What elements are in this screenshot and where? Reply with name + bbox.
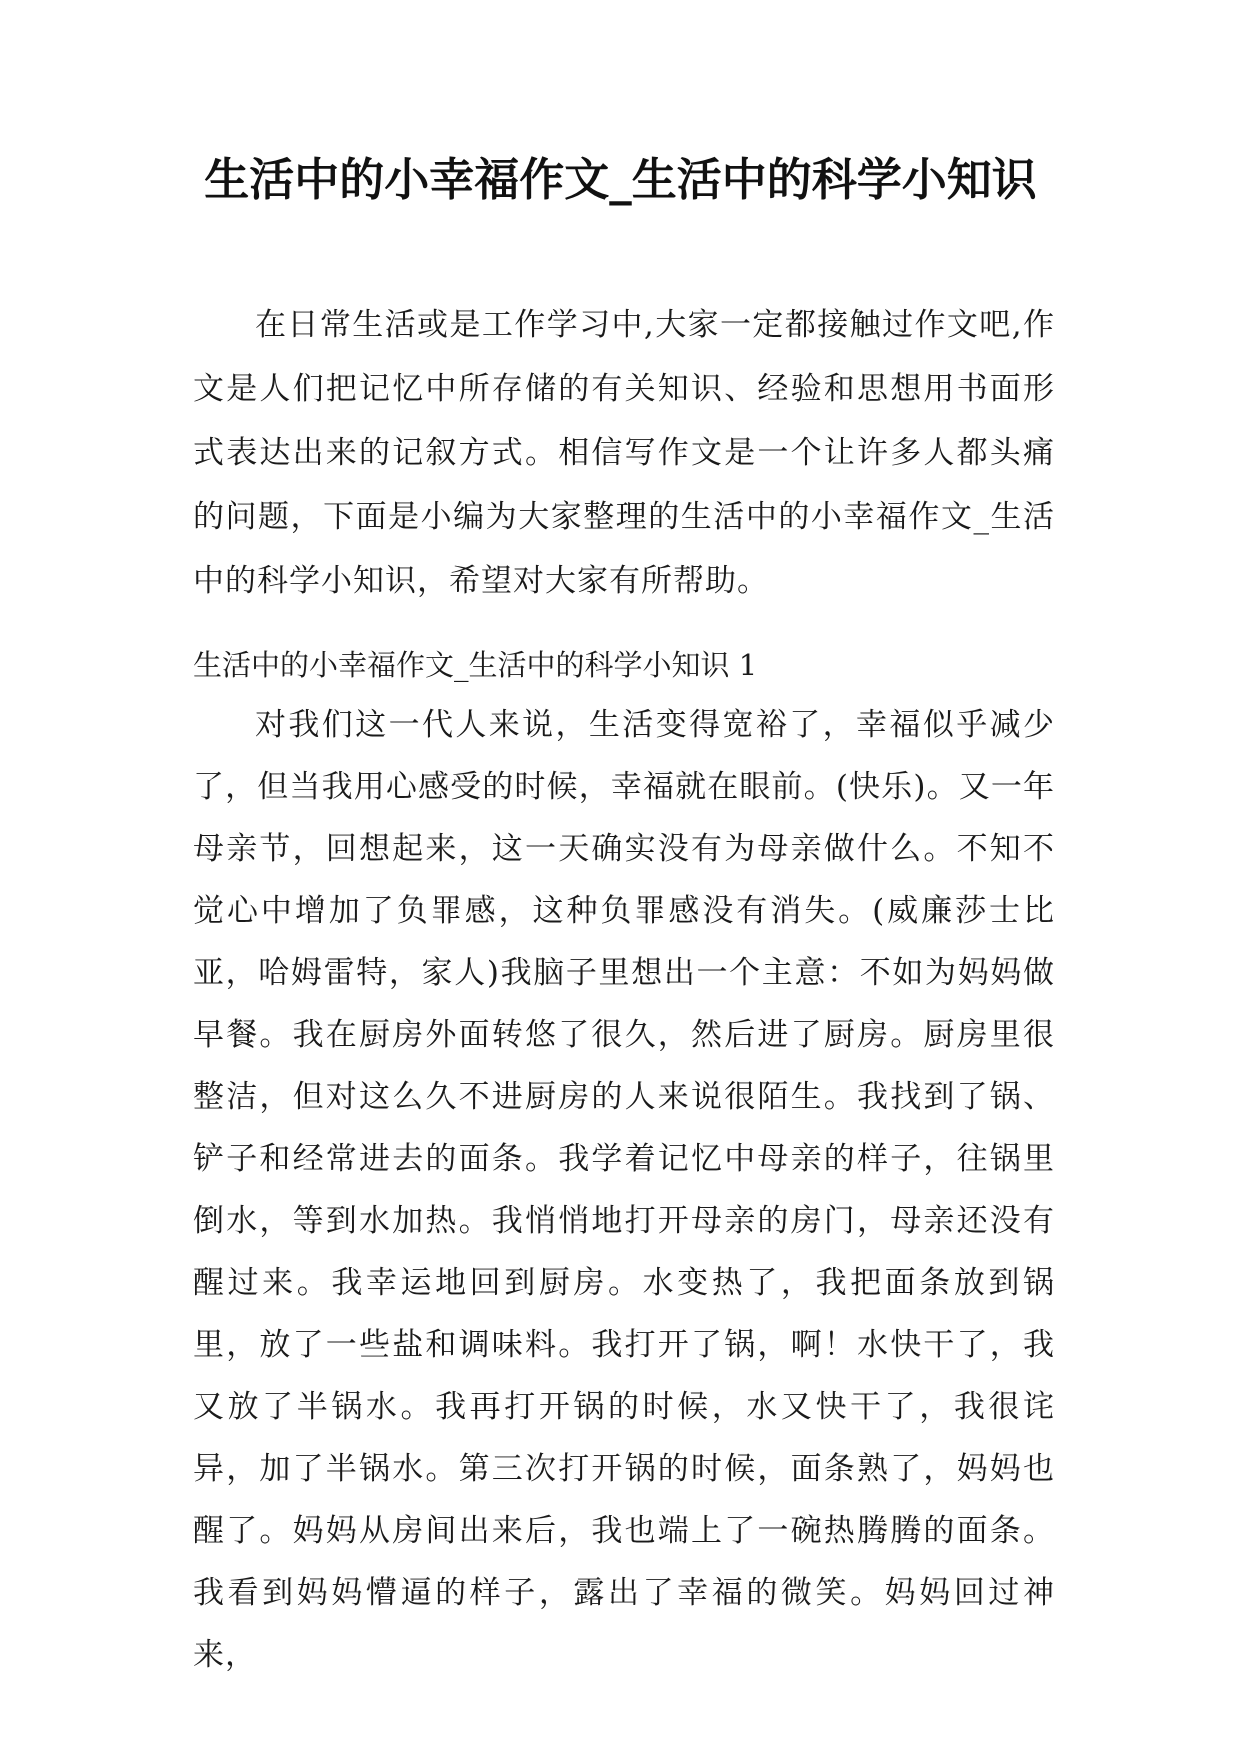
document-title: 生活中的小幸福作文_生活中的科学小知识: [204, 153, 1037, 206]
intro-paragraph: 在日常生活或是工作学习中,大家一定都接触过作文吧,作文是人们把记忆中所存储的有关知识、经验和思想用书面形式表达出来的记叙方式。相信写作文是一个让许多人都头痛的问题，下面是小编为大家整理的生活中的小幸福作文_生活中的科学小知识，希望对大家有所帮助。: [193, 307, 1055, 599]
body-paragraph: 对我们这一代人来说，生活变得宽裕了，幸福似乎减少了，但当我用心感受的时候，幸福就在眼前。(快乐)。又一年母亲节，回想起来，这一天确实没有为母亲做什么。不知不觉心中增加了负罪感，这种负罪感没有消失。(威廉莎士比亚，哈姆雷特，家人)我脑子里想出一个主意：不如为妈妈做早餐。我在厨房外面转悠了很久，然后进了厨房。厨房里很整洁，但对这么久不进厨房的人来说很陌生。我找到了锅、铲子和经常进去的面条。我学着记忆中母亲的样子，往锅里倒水，等到水加热。我悄悄地打开母亲的房门，母亲还没有醒过来。我幸运地回到厨房。水变热了，我把面条放到锅里，放了一些盐和调味料。我打开了锅，啊！水快干了，我又放了半锅水。我再打开锅的时候，水又快干了，我很诧异，加了半锅水。第三次打开锅的时候，面条熟了，妈妈也醒了。妈妈从房间出来后，我也端上了一碗热腾腾的面条。我看到妈妈懵逼的样子，露出了幸福的微笑。妈妈回过神来，: [193, 707, 1055, 1673]
section-heading: 生活中的小幸福作文_生活中的科学小知识 1: [193, 648, 758, 682]
